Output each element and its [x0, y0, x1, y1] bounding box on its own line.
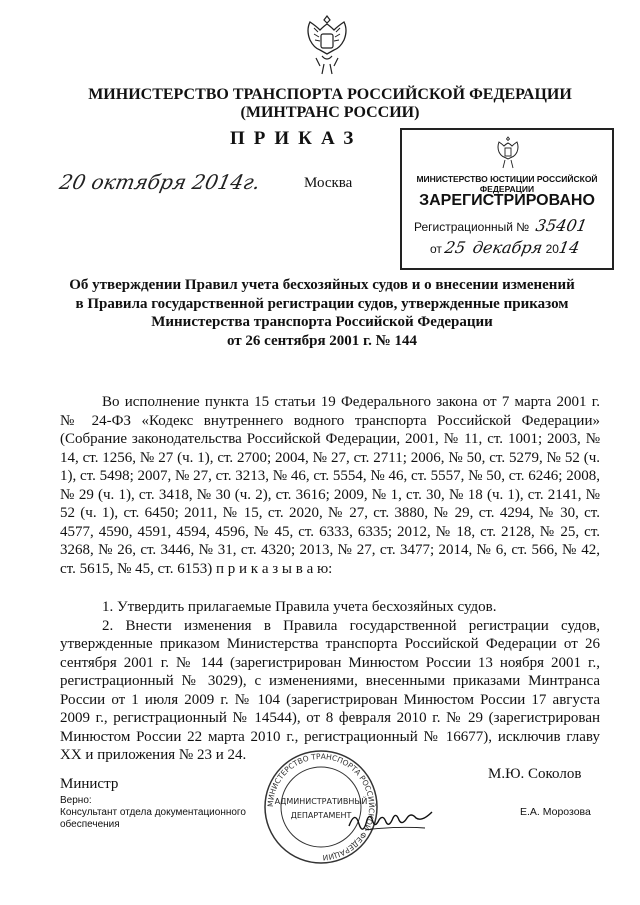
ministry-name: МИНИСТЕРСТВО ТРАНСПОРТА РОССИЙСКОЙ ФЕДЕРАЦИИ	[88, 86, 572, 103]
verifier-position: Консультант отдела документационного	[60, 807, 246, 818]
stamp-reg-label: Регистрационный №	[414, 220, 530, 234]
seal-center-line2: ДЕПАРТАМЕНТ	[290, 811, 352, 820]
minister-name: М.Ю. Соколов	[488, 766, 582, 782]
stamp-ministry: МИНИСТЕРСТВО ЮСТИЦИИ РОССИЙСКОЙ ФЕДЕРАЦИИ	[416, 174, 598, 194]
preamble-paragraph	[60, 393, 600, 578]
stamp-date-prefix: от	[430, 242, 442, 256]
seal-center-line1: АДМИНИСТРАТИВНЫЙ	[274, 797, 368, 806]
stamp-date-month: декабря	[471, 238, 544, 257]
document-type: ПРИКАЗ	[230, 128, 363, 149]
order-title-line: Министерства транспорта Российской Федерации	[151, 314, 493, 330]
registration-stamp	[400, 128, 614, 270]
order-title-line: в Правила государственной регистрации судов, утвержденные приказом	[75, 295, 569, 312]
order-item-1: 1. Утвердить прилагаемые Правила учета бесхозяйных судов.	[102, 599, 497, 615]
handwritten-date: 20 октября 2014г.	[57, 170, 263, 194]
order-title	[62, 276, 582, 350]
certification-block	[60, 795, 246, 831]
order-title-line: от 26 сентября 2001 г. № 144	[227, 332, 417, 349]
ministry-short-name: (МИНТРАНС РОССИИ)	[240, 104, 420, 121]
city: Москва	[304, 175, 353, 191]
stamp-registration-number	[414, 216, 590, 235]
signature-icon	[345, 806, 440, 836]
order-items	[60, 598, 600, 765]
stamp-date-year: 14	[557, 238, 582, 257]
minister-label: Министр	[60, 776, 119, 792]
verifier-position-cont: обеспечения	[60, 819, 120, 830]
stamp-title: ЗАРЕГИСТРИРОВАНО	[419, 192, 595, 209]
coat-of-arms-icon	[302, 12, 352, 76]
stamp-reg-number: 35401	[534, 216, 590, 235]
verno-label: Верно:	[60, 795, 92, 806]
preamble-text: Во исполнение пункта 15 статьи 19 Федерального закона от 7 марта 2001 г. № 24-ФЗ «Кодекс внутреннего водного транспорта Российской Федерации» (Собрание законодательства Российской Федерации, 2001, № 11, ст. 1001; 2003, № 14, ст. 1256, № 27 (ч. 1), ст. 2700; 2004, № 27, ст. 2711; 2006, № 50, ст. 5279, № 52 (ч. 1), ст. 5498; 2007, № 27, ст. 3213, № 46, ст. 5554, № 46, ст. 5557, № 50, ст. 6246; 2008, № 29 (ч. 1), ст. 3418, № 30 (ч. 2), ст. 3616; 2009, № 1, ст. 30, № 18 (ч. 1), ст. 2141, № 52 (ч. 1), ст. 6450; 2011, № 15, ст. 2020, № 27, ст. 3880, № 29, ст. 4294, № 30, ст. 4577, 4590, 4591, 4594, 4596, № 45, ст. 6333, 6335; 2012, № 18, ст. 2128, № 25, ст. 3268, № 26, ст. 3446, № 31, ст. 4320; 2013, № 27, ст. 3477; 2014, № 6, ст. 566, № 42, ст. 5615, № 45, ст. 6153) п р и к а з ы в а ю:	[60, 394, 600, 577]
stamp-emblem-icon	[495, 136, 521, 170]
stamp-date-year-prefix: 20	[545, 242, 559, 256]
stamp-date	[430, 238, 582, 257]
stamp-date-day: 25	[443, 238, 468, 257]
seal-outer-text: МИНИСТЕРСТВО ТРАНСПОРТА РОССИЙСКОЙ ФЕДЕРАЦИИ	[265, 751, 377, 863]
order-item-2: 2. Внести изменения в Правила государственной регистрации судов, утвержденные приказом Министерства транспорта Российской Федерации от 26 сентября 2001 г. № 144 (зарегистрирован Минюстом России 13 ноября 2001 г., регистрационный № 3029), с изменениями, внесенными приказами Минтранса России от 1 июля 2009 г. № 104 (зарегистрирован Минюстом России 17 августа 2009 г., регистрационный № 14544), от 8 февраля 2010 г. № 29 (зарегистрирован Минюстом России 22 марта 2010 г., регистрационный № 16677), исключив главу XX и приложения № 23 и 24.	[60, 617, 600, 763]
order-title-line: Об утверждении Правил учета бесхозяйных судов и о внесении изменений	[69, 277, 575, 293]
verifier-name: Е.А. Морозова	[520, 806, 591, 818]
